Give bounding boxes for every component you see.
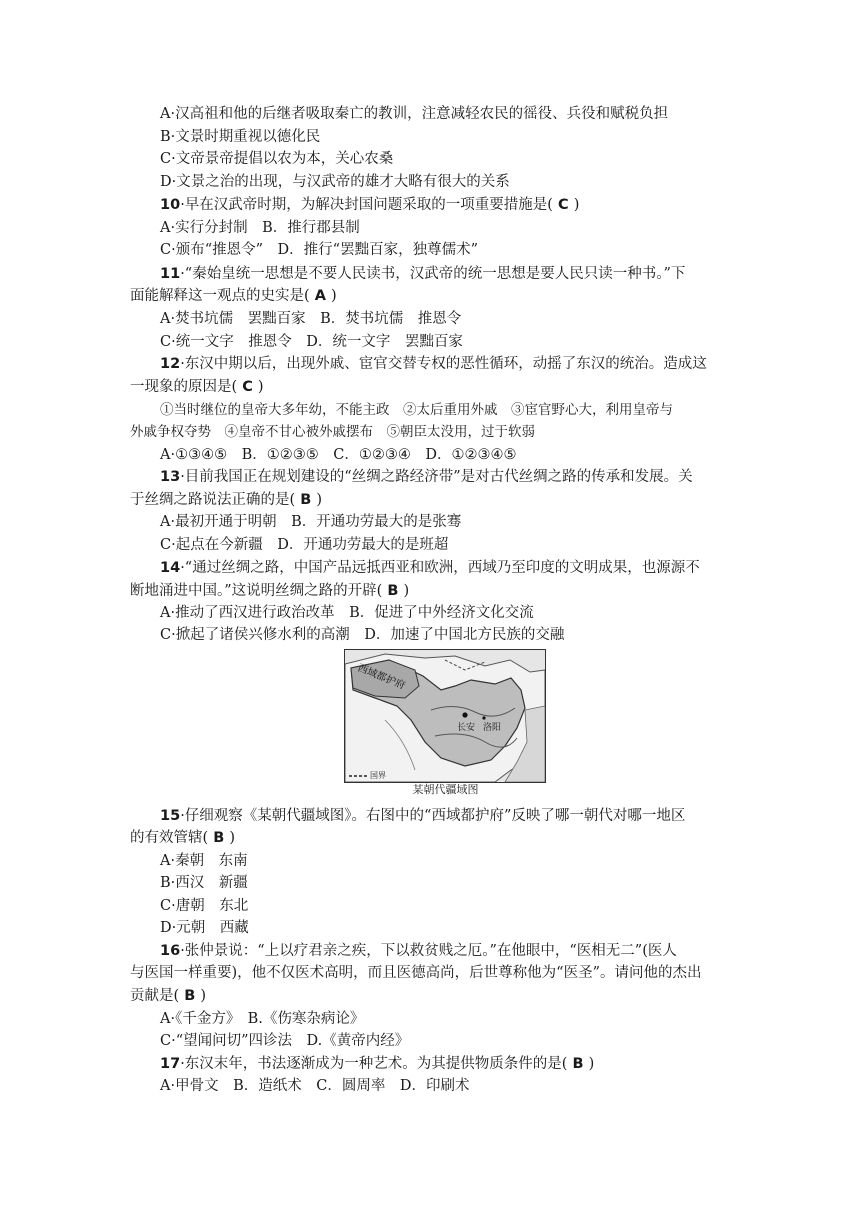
option-line: B·西汉 新疆: [160, 875, 248, 891]
answer: B: [179, 988, 201, 1004]
map-legend-label: 国界: [370, 771, 386, 780]
statement-line: ①当时继位的皇帝大多年幼，不能主政 ②太后重用外戚 ③宦官野心大，利用皇帝与: [160, 402, 673, 418]
question-14: 14·“通过丝绸之路，中国产品远抵西亚和欧洲，西域乃至印度的文明成果，也源源不: [160, 560, 700, 576]
question-number: 17: [160, 1056, 181, 1072]
question-15-cont: 的有效管辖( B ): [130, 830, 235, 846]
question-16-cont: 与医国一样重要)，他不仅医术高明，而且医德高尚，后世尊称他为“医圣”。请问他的杰出: [130, 965, 702, 981]
question-13-cont: 于丝绸之路说法正确的是( B ): [130, 492, 322, 508]
question-10: 10·早在汉武帝时期，为解决封国问题采取的一项重要措施是( C ): [160, 197, 580, 213]
question-number: 11: [160, 266, 181, 282]
question-12-cont: 一现象的原因是( C ): [130, 379, 264, 395]
option-line: C·唐朝 东北: [160, 898, 249, 914]
answer: C: [552, 197, 574, 213]
option-line: A·实行分封制 B．推行郡县制: [160, 220, 360, 236]
question-number: 13: [160, 469, 181, 485]
option-line: C·文帝景帝提倡以农为本，关心农桑: [160, 151, 394, 167]
question-16-cont: 贡献是( B ): [130, 988, 206, 1004]
option-line: C·颁布“推恩令” D．推行“罢黜百家，独尊儒术”: [160, 242, 478, 258]
question-11: 11·“秦始皇统一思想是不要人民读书，汉武帝的统一思想是要人民只读一种书。”下: [160, 266, 686, 282]
statement-line: 外戚争权夺势 ④皇帝不甘心被外戚摆布 ⑤朝臣太没用，过于软弱: [130, 424, 535, 440]
question-14-cont: 断地涌进中国。”这说明丝绸之路的开辟( B ): [130, 583, 410, 599]
option-line: D·元朝 西藏: [160, 920, 249, 936]
map-region-label: 西域都护府: [356, 662, 407, 692]
option-line: A·汉高祖和他的后继者吸取秦亡的教训，注意减轻农民的徭役、兵役和赋税负担: [160, 106, 669, 122]
question-17: 17·东汉末年，书法逐渐成为一种艺术。为其提供物质条件的是( B ): [160, 1056, 595, 1072]
map-city-label: 长安: [457, 723, 476, 733]
question-number: 10: [160, 197, 181, 213]
option-line: C·“望闻问切”四诊法 D.《黄帝内经》: [160, 1033, 410, 1049]
question-12: 12·东汉中期以后，出现外戚、宦官交替专权的恶性循环，动摇了东汉的统治。造成这: [160, 356, 707, 372]
answer: B: [382, 583, 404, 599]
option-line: A·①③④⑤ B．①②③⑤ C．①②③④ D．①②③④⑤: [160, 447, 517, 463]
territory-map: [344, 649, 546, 783]
option-line: A·焚书坑儒 罢黜百家 B．焚书坑儒 推恩令: [160, 311, 462, 327]
option-line: B·文景时期重视以德化民: [160, 129, 321, 145]
question-13: 13·目前我国正在规划建设的“丝绸之路经济带”是对古代丝绸之路的传承和发展。关: [160, 469, 693, 485]
option-line: A·最初开通于明朝 B．开通功劳最大的是张骞: [160, 514, 462, 530]
option-line: A·秦朝 东南: [160, 853, 248, 869]
option-line: C·统一文字 推恩令 D．统一文字 罢黜百家: [160, 334, 463, 350]
question-15: 15·仔细观察《某朝代疆域图》。右图中的“西域都护府”反映了哪一朝代对哪一地区: [160, 808, 686, 824]
option-line: A·推动了西汉进行政治改革 B．促进了中外经济文化交流: [160, 605, 534, 621]
question-number: 15: [160, 808, 181, 824]
answer: B: [208, 830, 230, 846]
question-number: 16: [160, 943, 181, 959]
question-number: 12: [160, 356, 181, 372]
question-number: 14: [160, 560, 181, 576]
answer: A: [309, 288, 331, 304]
answer: B: [567, 1056, 589, 1072]
map-caption: 某朝代疆域图: [412, 783, 479, 796]
capital-dot: [462, 712, 467, 717]
question-11-cont: 面能解释这一观点的史实是( A ): [130, 288, 337, 304]
option-line: A·甲骨文 B．造纸术 C．圆周率 D．印刷术: [160, 1078, 470, 1094]
map-city-label: 洛阳: [483, 723, 502, 733]
answer: C: [237, 379, 258, 395]
question-16: 16·张仲景说：“上以疗君亲之疾，下以救贫贱之厄。”在他眼中，“医相无二”(医人: [160, 943, 677, 959]
answer: B: [295, 492, 317, 508]
option-line: D·文景之治的出现，与汉武帝的雄才大略有很大的关系: [160, 174, 510, 190]
option-line: A·《千金方》 B.《伤寒杂病论》: [160, 1011, 365, 1027]
option-line: C·起点在今新疆 D．开通功劳最大的是班超: [160, 537, 449, 553]
option-line: C·掀起了诸侯兴修水利的高潮 D．加速了中国北方民族的交融: [160, 627, 565, 643]
